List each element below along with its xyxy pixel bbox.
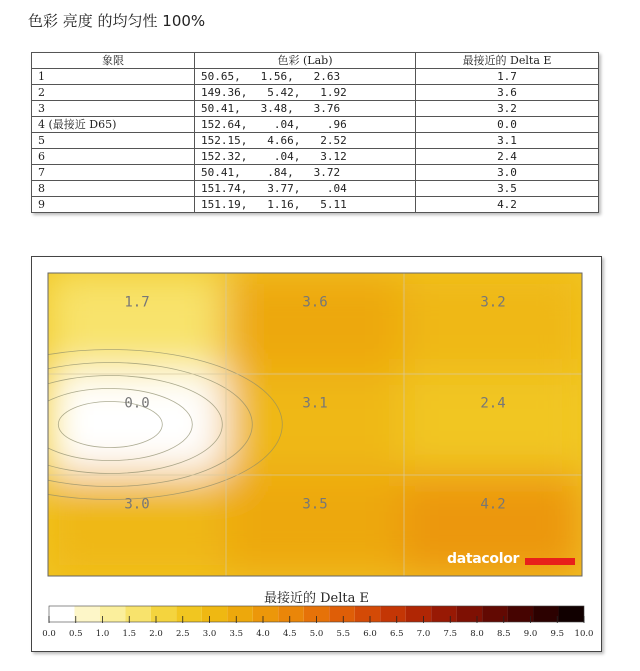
colorbar-tick-label: 2.5 xyxy=(175,629,190,639)
datacolor-logo: datacolor xyxy=(447,551,520,567)
cell-lab: 151.19, 1.16, 5.11 xyxy=(195,197,416,213)
colorbar-swatch xyxy=(227,606,252,622)
heatmap-cell xyxy=(402,372,584,477)
colorbar-tick-label: 0.5 xyxy=(68,629,83,639)
colorbar-swatch xyxy=(380,606,405,622)
cell-value-label: 3.5 xyxy=(302,496,328,513)
page-title: 色彩 亮度 的均匀性 100% xyxy=(28,12,206,30)
cell-delta-e: 2.4 xyxy=(416,149,599,165)
colorbar-swatch xyxy=(202,606,227,622)
colorbar-swatch xyxy=(431,606,456,622)
table-row xyxy=(32,133,599,149)
cell-lab: 149.36, 5.42, 1.92 xyxy=(195,85,416,101)
cell-lab: 50.41, .84, 3.72 xyxy=(195,165,416,181)
cell-quadrant: 2 xyxy=(32,85,195,101)
cell-quadrant: 8 xyxy=(32,181,195,197)
cell-delta-e: 3.5 xyxy=(416,181,599,197)
cell-quadrant: 3 xyxy=(32,101,195,117)
heatmap-panel xyxy=(31,256,602,652)
cell-delta-e: 3.6 xyxy=(416,85,599,101)
cell-value-label: 4.2 xyxy=(480,496,506,513)
quadrant-table xyxy=(31,52,599,213)
cell-lab: 152.32, .04, 3.12 xyxy=(195,149,416,165)
colorbar-swatch xyxy=(49,606,74,622)
colorbar-title: 最接近的 Delta E xyxy=(263,591,369,606)
table-row xyxy=(32,197,599,213)
cell-lab: 151.74, 3.77, .04 xyxy=(195,181,416,197)
cell-delta-e: 3.1 xyxy=(416,133,599,149)
heatmap-cell xyxy=(402,271,584,376)
table-header-row xyxy=(32,53,599,69)
colorbar-tick-label: 6.0 xyxy=(363,629,377,639)
colorbar-swatch xyxy=(559,606,584,622)
colorbar-tick-label: 3.5 xyxy=(229,629,244,639)
datacolor-logo-bar xyxy=(525,558,575,565)
cell-value-label: 2.4 xyxy=(480,395,506,412)
cell-quadrant: 7 xyxy=(32,165,195,181)
cell-value-label: 3.1 xyxy=(302,395,328,412)
cell-lab: 152.64, .04, .96 xyxy=(195,117,416,133)
cell-lab: 50.65, 1.56, 2.63 xyxy=(195,69,416,85)
table-row xyxy=(32,181,599,197)
colorbar-tick-label: 5.5 xyxy=(336,629,351,639)
cell-quadrant: 1 xyxy=(32,69,195,85)
cell-delta-e: 1.7 xyxy=(416,69,599,85)
colorbar-swatch xyxy=(457,606,482,622)
colorbar-tick-label: 9.0 xyxy=(523,629,538,639)
colorbar-tick-label: 9.5 xyxy=(550,629,565,639)
cell-value-label: 3.2 xyxy=(480,294,506,311)
cell-delta-e: 3.2 xyxy=(416,101,599,117)
cell-value-label: 1.7 xyxy=(124,294,150,311)
cell-delta-e: 4.2 xyxy=(416,197,599,213)
cell-value-label: 3.0 xyxy=(124,496,150,513)
colorbar-swatch xyxy=(278,606,303,622)
table-row xyxy=(32,149,599,165)
colorbar-tick-label: 4.5 xyxy=(282,629,297,639)
colorbar-tick-label: 2.0 xyxy=(149,629,163,639)
table-row xyxy=(32,165,599,181)
colorbar-swatch xyxy=(74,606,99,622)
colorbar-tick-label: 4.0 xyxy=(256,629,270,639)
colorbar-swatch xyxy=(176,606,201,622)
colorbar-swatch xyxy=(151,606,176,622)
cell-value-label: 0.0 xyxy=(124,395,150,412)
table-row xyxy=(32,117,599,133)
colorbar-swatch xyxy=(406,606,431,622)
heatmap-cell xyxy=(46,372,228,477)
cell-delta-e: 0.0 xyxy=(416,117,599,133)
colorbar-tick-label: 5.0 xyxy=(309,629,324,639)
colorbar-tick-label: 10.0 xyxy=(574,629,594,639)
cell-lab: 50.41, 3.48, 3.76 xyxy=(195,101,416,117)
colorbar-tick-label: 1.5 xyxy=(122,629,137,639)
cell-quadrant: 9 xyxy=(32,197,195,213)
colorbar-swatch xyxy=(253,606,278,622)
cell-quadrant: 5 xyxy=(32,133,195,149)
colorbar-tick-label: 7.5 xyxy=(443,629,458,639)
col-header-lab: 色彩 (Lab) xyxy=(195,53,416,69)
colorbar-tick-label: 1.0 xyxy=(95,629,110,639)
heatmap-cell xyxy=(224,271,406,376)
table-row xyxy=(32,69,599,85)
colorbar-tick-label: 3.0 xyxy=(202,629,217,639)
cell-value-label: 3.6 xyxy=(302,294,328,311)
col-header-quadrant: 象限 xyxy=(32,53,195,69)
cell-quadrant: 6 xyxy=(32,149,195,165)
cell-quadrant: 4 (最接近 D65) xyxy=(32,117,195,133)
table-row xyxy=(32,85,599,101)
colorbar-tick-label: 6.5 xyxy=(389,629,404,639)
colorbar-tick-label: 8.0 xyxy=(470,629,484,639)
colorbar-swatch xyxy=(329,606,354,622)
colorbar-tick-label: 8.5 xyxy=(496,629,511,639)
cell-lab: 152.15, 4.66, 2.52 xyxy=(195,133,416,149)
colorbar-swatch xyxy=(533,606,558,622)
table-row xyxy=(32,101,599,117)
heatmap-cell xyxy=(46,473,228,578)
colorbar-swatch xyxy=(508,606,533,622)
heatmap-cell xyxy=(224,473,406,578)
heatmap-cell xyxy=(46,271,228,376)
cell-delta-e: 3.0 xyxy=(416,165,599,181)
colorbar-swatch xyxy=(100,606,125,622)
col-header-delta-e: 最接近的 Delta E xyxy=(416,53,599,69)
heatmap-cell xyxy=(224,372,406,477)
colorbar-tick-label: 7.0 xyxy=(416,629,431,639)
colorbar-swatch xyxy=(355,606,380,622)
colorbar-tick-label: 0.0 xyxy=(42,629,56,639)
